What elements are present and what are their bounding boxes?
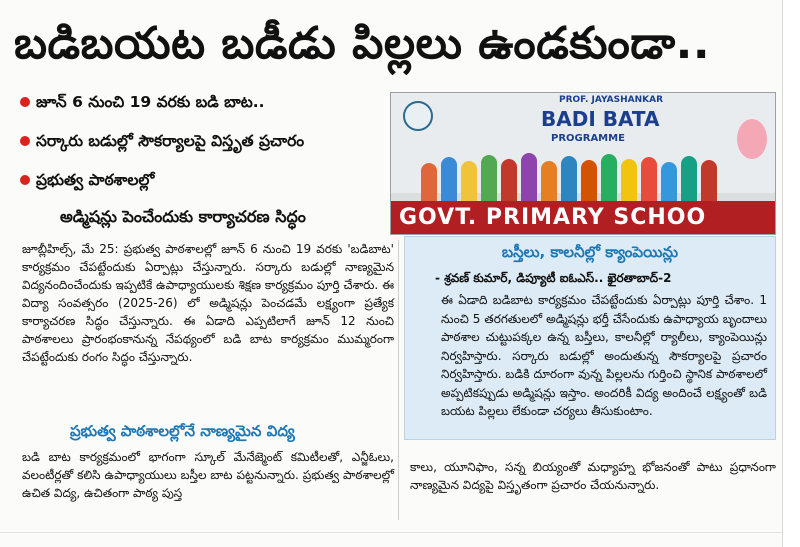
- child-figure: [561, 156, 577, 203]
- decorative-figure-icon: [737, 119, 767, 159]
- article-column-left-continued: [22, 448, 394, 502]
- child-figure: [441, 157, 457, 203]
- article-paragraph: జూబ్లీహిల్స్, మే 25: ప్రభుత్వ పాఠశాలల్లో జూన్ 6 నుంచి 19 వరకు 'బడిబాట' కార్యక్రమం చేపట్టేందుకు ఏర్పాట్లు చేస్తున్నారు. సర్కారు బడుల్లో నాణ్యమైన విద్యనందించేందుకు ఇప్పటికే ఉపాధ్యాయులకు శిక్షణ కార్యక్రమం పూర్తి చేశారు. ఈ విద్యా సంవత్సరం (2025-26) లో అడ్మిషన్లు పెంచడమే లక్ష్యంగా ప్రత్యేక కార్యాచరణ సిద్ధం చేస్తున్నారు. ఈ ఏడాది ఎప్పటిలాగే జూన్ 12 నుంచి పాఠశాలలు ప్రారంభంకానున్న నేపథ్యంలో బడి బాట కార్యక్రమం ముమ్మరంగా చేపట్టేందుకు రంగం సిద్ధం చేస్తున్నారు.: [22, 242, 394, 364]
- bullet-text: సర్కారు బడుల్లో సౌకర్యాలపై విస్తృత ప్రచారం: [36, 132, 305, 150]
- column-divider: [398, 240, 399, 520]
- bullet-item: [36, 131, 386, 151]
- bottom-divider: [0, 532, 800, 533]
- red-bullet-icon: [20, 136, 30, 146]
- sub-headline: అడ్మిషన్లు పెంచేందుకు కార్యాచరణ సిద్ధం: [60, 207, 306, 226]
- quote-box-title: బస్తీలు, కాలనీల్లో క్యాంపెయిన్లు: [501, 243, 679, 261]
- child-figure: [541, 161, 557, 203]
- banner-pretitle: PROF. JAYASHANKAR: [559, 95, 664, 105]
- banner-programme: PROGRAMME: [551, 133, 625, 144]
- red-bullet-icon: [20, 175, 30, 185]
- child-figure: [641, 157, 657, 203]
- child-figure: [421, 163, 437, 203]
- page-edge: [782, 0, 800, 547]
- article-column-left: [22, 240, 394, 366]
- child-figure: [481, 155, 497, 203]
- article-paragraph: బడి బాట కార్యక్రమంలో భాగంగా స్కూల్ మేనేజ్మెంట్ కమిటీలతో, ఎన్జీఓలు, వలంటీర్లతో కలిసి ఉపాధ్యాయులు బస్తీల బాట పట్టనున్నారు. ప్రభుత్వ పాఠశాలల్లో ఉచిత విద్య, ఉచితంగా పాఠ్య పుస్త: [22, 450, 394, 500]
- child-figure: [521, 153, 537, 203]
- government-logo-icon: [403, 101, 433, 131]
- child-figure: [461, 161, 477, 203]
- child-figure: [621, 159, 637, 203]
- headline: బడిబయట బడీడు పిల్లలు ఉండకుండా..: [14, 18, 711, 69]
- child-figure: [581, 160, 597, 203]
- child-figure: [501, 159, 517, 203]
- quote-byline: - శ్రవణ్ కుమార్, డిప్యూటీ ఐఓఎస్.. ఖైరతాబాద్-2: [435, 271, 672, 285]
- bullet-text: ప్రభుత్వ పాఠశాలల్లో: [36, 171, 155, 189]
- child-figure: [681, 156, 697, 203]
- red-bullet-icon: [20, 97, 30, 107]
- article-column-right: కాలు, యూనిఫాం, సన్న బియ్యంతో మధ్యాహ్న భోజనంతో పాటు ప్రధానంగా నాణ్యమైన విద్యపై విస్తృతంగా ప్రచారం చేయనున్నారు.: [410, 460, 776, 492]
- bullet-list: [36, 92, 386, 209]
- child-figure: [701, 160, 717, 203]
- bullet-item: [36, 170, 386, 190]
- bullet-item: [36, 92, 386, 112]
- news-photo: [390, 92, 776, 235]
- section-heading: ప్రభుత్వ పాఠశాలల్లోనే నాణ్యమైన విద్య: [70, 422, 295, 440]
- child-figure: [661, 162, 677, 203]
- quote-body: ఈ ఏడాది బడిబాట కార్యక్రమం చేపట్టేందుకు ఏర్పాట్లు పూర్తి చేశాం. 1 నుంచి 5 తరగతులలో అడ్మిషన్లు భర్తీ చేసేందుకు ఉపాధ్యాయ బృందాలు పాఠశాల చుట్టుపక్కల ఉన్న బస్తీలు, కాలనీల్లో ర్యాలీలు, క్యాంపెయిన్లు నిర్వహిస్తారు. సర్కారు బడుల్లో అందుతున్న సౌకర్యాలపై ప్రచారం నిర్వహిస్తారు. బడికి దూరంగా వున్న పిల్లలను గుర్తించి స్థానిక పాఠశాలలో అప్పటికప్పుడు అడ్మిషన్లు ఇస్తాం. అందరికీ విద్య అందించే లక్ష్యంతో బడి బయట పిల్లలు లేకుండా చర్యలు తీసుకుంటాం.: [441, 293, 767, 418]
- banner-title: BADI BATA: [541, 107, 660, 131]
- bullet-text: జూన్ 6 నుంచి 19 వరకు బడి బాట..: [36, 93, 265, 111]
- children-illustration: [421, 148, 751, 203]
- school-name: GOVT. PRIMARY SCHOO: [399, 205, 707, 230]
- quote-box: [404, 236, 776, 440]
- child-figure: [601, 154, 617, 203]
